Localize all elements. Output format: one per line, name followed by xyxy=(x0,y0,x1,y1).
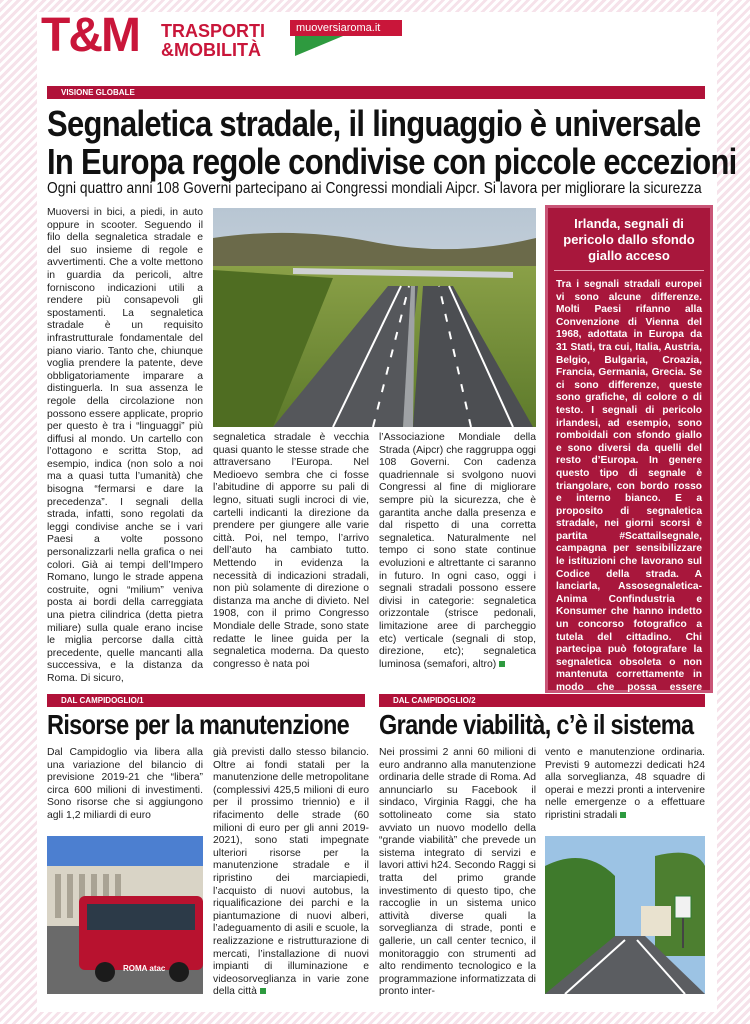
section-label-left: DAL CAMPIDOGLIO/1 xyxy=(47,694,365,707)
headline-line-1: Segnaletica stradale, il linguaggio è universale xyxy=(47,103,701,144)
newspaper-page xyxy=(37,9,737,1012)
section-label-right: DAL CAMPIDOGLIO/2 xyxy=(379,694,705,707)
bus-photo xyxy=(47,836,203,994)
highway-illustration xyxy=(213,208,536,427)
right-column-2-text xyxy=(545,747,705,823)
left-column-1-text: Dal Campidoglio via libera alla una variazione del bilancio di previsione 2019-21 che “libera” circa 600 milioni di investimenti. Sono risorse che si aggiungono agli 1,2 miliardi di euro xyxy=(47,747,203,821)
headline-line-2: In Europa regole condivise con piccole eccezioni xyxy=(47,141,737,182)
sidebar-box xyxy=(545,205,713,693)
road-illustration xyxy=(545,836,705,994)
end-mark-icon xyxy=(260,988,266,994)
site-flag-decoration xyxy=(295,36,343,56)
left-column-2 xyxy=(213,747,369,999)
right-column-1 xyxy=(379,747,536,999)
bus-label: ROMA atac xyxy=(123,964,166,973)
sidebar-text: Tra i segnali stradali europei vi sono alcune differenze. Molti Paesi rifanno alla Convenzione di Vienna del 1968, adottata in Europa da 31 Stati, tra cui, Italia, Austria, Belgio, Bulgaria, Croazia, Francia, Germania, Grecia. Se ci sono differenze, queste sono grafiche, di colore o di testo. I segnali di pericolo irlandesi, ad esempio, sono romboidali con sfondo giallo e sono diversi da quelli del resto d’Europa. In genere questo tipo di segnale è triangolare, con bordo rosso e interno bianco. E a proposito di segnaletica stradale, nei giorni scorsi è partita #Scattailsegnale, campagna per sensibilizzare le istituzioni che lavorano sul Codice della strada. A lanciarla, Assosegnaletica-Anima Confindustria e Konsumer che hanno indetto un concorso fotografico a tutela del cittadino. Chi partecipa può fotografare la segnaletica obsoleta o non mantenuta correttamente in modo che possa essere xyxy=(556,279,702,693)
sidebar-title: Irlanda, segnali di pericolo dallo sfondo giallo acceso xyxy=(554,208,704,271)
left-column-2-text xyxy=(213,747,369,999)
logo-text: T&M xyxy=(41,9,139,62)
left-article-title: Risorse per la manutenzione xyxy=(47,709,350,740)
article-column-3 xyxy=(379,432,536,690)
column-3-body: l’Associazione Mondiale della Strada (Aipcr) che raggruppa oggi 108 Governi. Con cadenza quadriennale si svolgono nuovi Congressi al fine di migliorare sempre più la sicurezza, che è garantita anche dalla presenza e dal rispetto di una corretta segnaletica. Naturalmente nel tempo ci sono state continue evoluzioni e altrettante ci saranno in futuro. In ogni caso, oggi i segnali stradali possono essere divisi in categorie: segnaletica orizzontale (strisce pedonali, limitazione aree di parcheggio etc) verticale (segnali di stop, direzione, etc); segnaletica luminosa (semafori, altro) xyxy=(379,432,536,670)
end-mark-icon xyxy=(620,812,626,818)
logo-subtitle xyxy=(161,22,265,60)
right-column-1-text: Nei prossimi 2 anni 60 milioni di euro andranno alla manutenzione ordinaria delle strade di Roma. Ad annunciarlo su Facebook il sindaco, Virginia Raggi, che ha sottolineato come sia stato avviato un nuovo modello della “grande viabilità” che prevede un sistema integrato di servizi e lavori attivi h24. Secondo Raggi si tratta del primo grande investimento di questo tipo, che raccoglie in un sistema unico attività diverse quali la sorveglianza di strade, ponti e gallerie, un call center tecnico, il monitoraggio con strumenti ad alto rendimento tecnologico e la programmazione informatizzata di pronto inter- xyxy=(379,747,536,998)
right-article-title: Grande viabilità, c’è il sistema xyxy=(379,709,694,740)
article-subtitle: Ogni quattro anni 108 Governi partecipano ai Congressi mondiali Aipcr. Si lavora per migliorare la sicurezza xyxy=(47,180,702,197)
site-url[interactable]: muoversiaroma.it xyxy=(290,20,402,36)
highway-photo xyxy=(213,208,536,427)
road-photo xyxy=(545,836,705,994)
column-3-text xyxy=(379,432,536,671)
column-2-text: segnaletica stradale è vecchia quasi quanto le stesse strade che attraversano l’Europa. Nel Medioevo sembra che ci fosse l’abitudine di apporre su pali di legno, situati sugli incroci di vie, cartelli indicanti la direzione da prendere per giungere alle varie città. Poi, nel tempo, l’arrivo dell’auto ha cambiato tutto. Mettendo in evidenza la necessità di indicazioni stradali, non più solamente di direzione o distanza ma anche di divieto. Nel 1908, con il primo Congresso Mondiale delle Strade, sono state redatte le linee guida per la segnaletica moderna. Da questo congresso è nata poi xyxy=(213,432,369,670)
end-mark-icon xyxy=(499,661,505,667)
logo-line-1: TRASPORTI xyxy=(161,21,266,41)
section-label: VISIONE GLOBALE xyxy=(47,86,705,99)
logo-line-2: &MOBILITÀ xyxy=(161,40,261,60)
right-column-2-body: vento e manutenzione ordinaria. Previsti 9 automezzi dedicati h24 alla sorveglianza, 48 squadre di operai e mezzi pronti a intervenire nelle emergenze o a effettuare ripristini stradali xyxy=(545,747,705,821)
right-column-2 xyxy=(545,747,705,835)
article-column-2 xyxy=(213,432,369,677)
left-column-1 xyxy=(47,747,203,835)
article-column-1 xyxy=(47,207,203,684)
left-column-2-body: già previsti dallo stesso bilancio. Oltre ai fondi statali per la manutenzione delle metropolitane (complessivi 425,5 milioni di euro per il prossimo triennio) e il rifacimento delle strade (60 milioni di euro per gli anni 2019-2021), sono stati impegnate ulteriori risorse per la manutenzione stradale e il ripristino dei marciapiedi, l’acquisto di nuovi autobus, la riqualificazione dei parchi e la piantumazione di nuovi alberi, l’adeguamento di asili e scuole, la realizzazione e ristrutturazione di mercati, l’installazione di nuovi impianti di illuminazione e videosorveglianza in varie zone della città xyxy=(213,747,369,998)
column-1-text: Muoversi in bici, a piedi, in auto oppure in scooter. Seguendo il filo della segnaletica stradale e del suo insieme di regole e avvertimenti. Che a volte mettono in guardia da pericoli, altre forniscono indicazioni utili a rendere più consapevoli gli spostamenti. La segnaletica stradale è un requisito infrastrutturale fondamentale del piano viario. Tanto che, chiunque voglia prendere la patente, deve obbligatoriamente imparare a distinguerla. In sua assenza le regole della circolazione non possono essere applicate, proprio per questo è tra i “linguaggi” più diffusi al mondo. Un cartello con l’ottagono e scritta Stop, ad esempio, indica (non solo a noi ma a quasi tutta l’umanità) che bisogna “fermarsi e dare la precedenza”. I segnali della strada, infatti, sono regolati da leggi condivise anche se i vari Paesi a volte possono personalizzarli nella grafica o nei colori. Già ai tempi dell’Impero Romano, lungo le strade appena costruite, ogni “milium” veniva posta ai bordi della carreggiata una pietra cilindrica (detta pietra miliare) sulla quale erano incise le miglia percorse dalla città precedente, quelle mancanti alla successiva, e la distanza da Roma. Di sicuro, xyxy=(47,207,203,684)
